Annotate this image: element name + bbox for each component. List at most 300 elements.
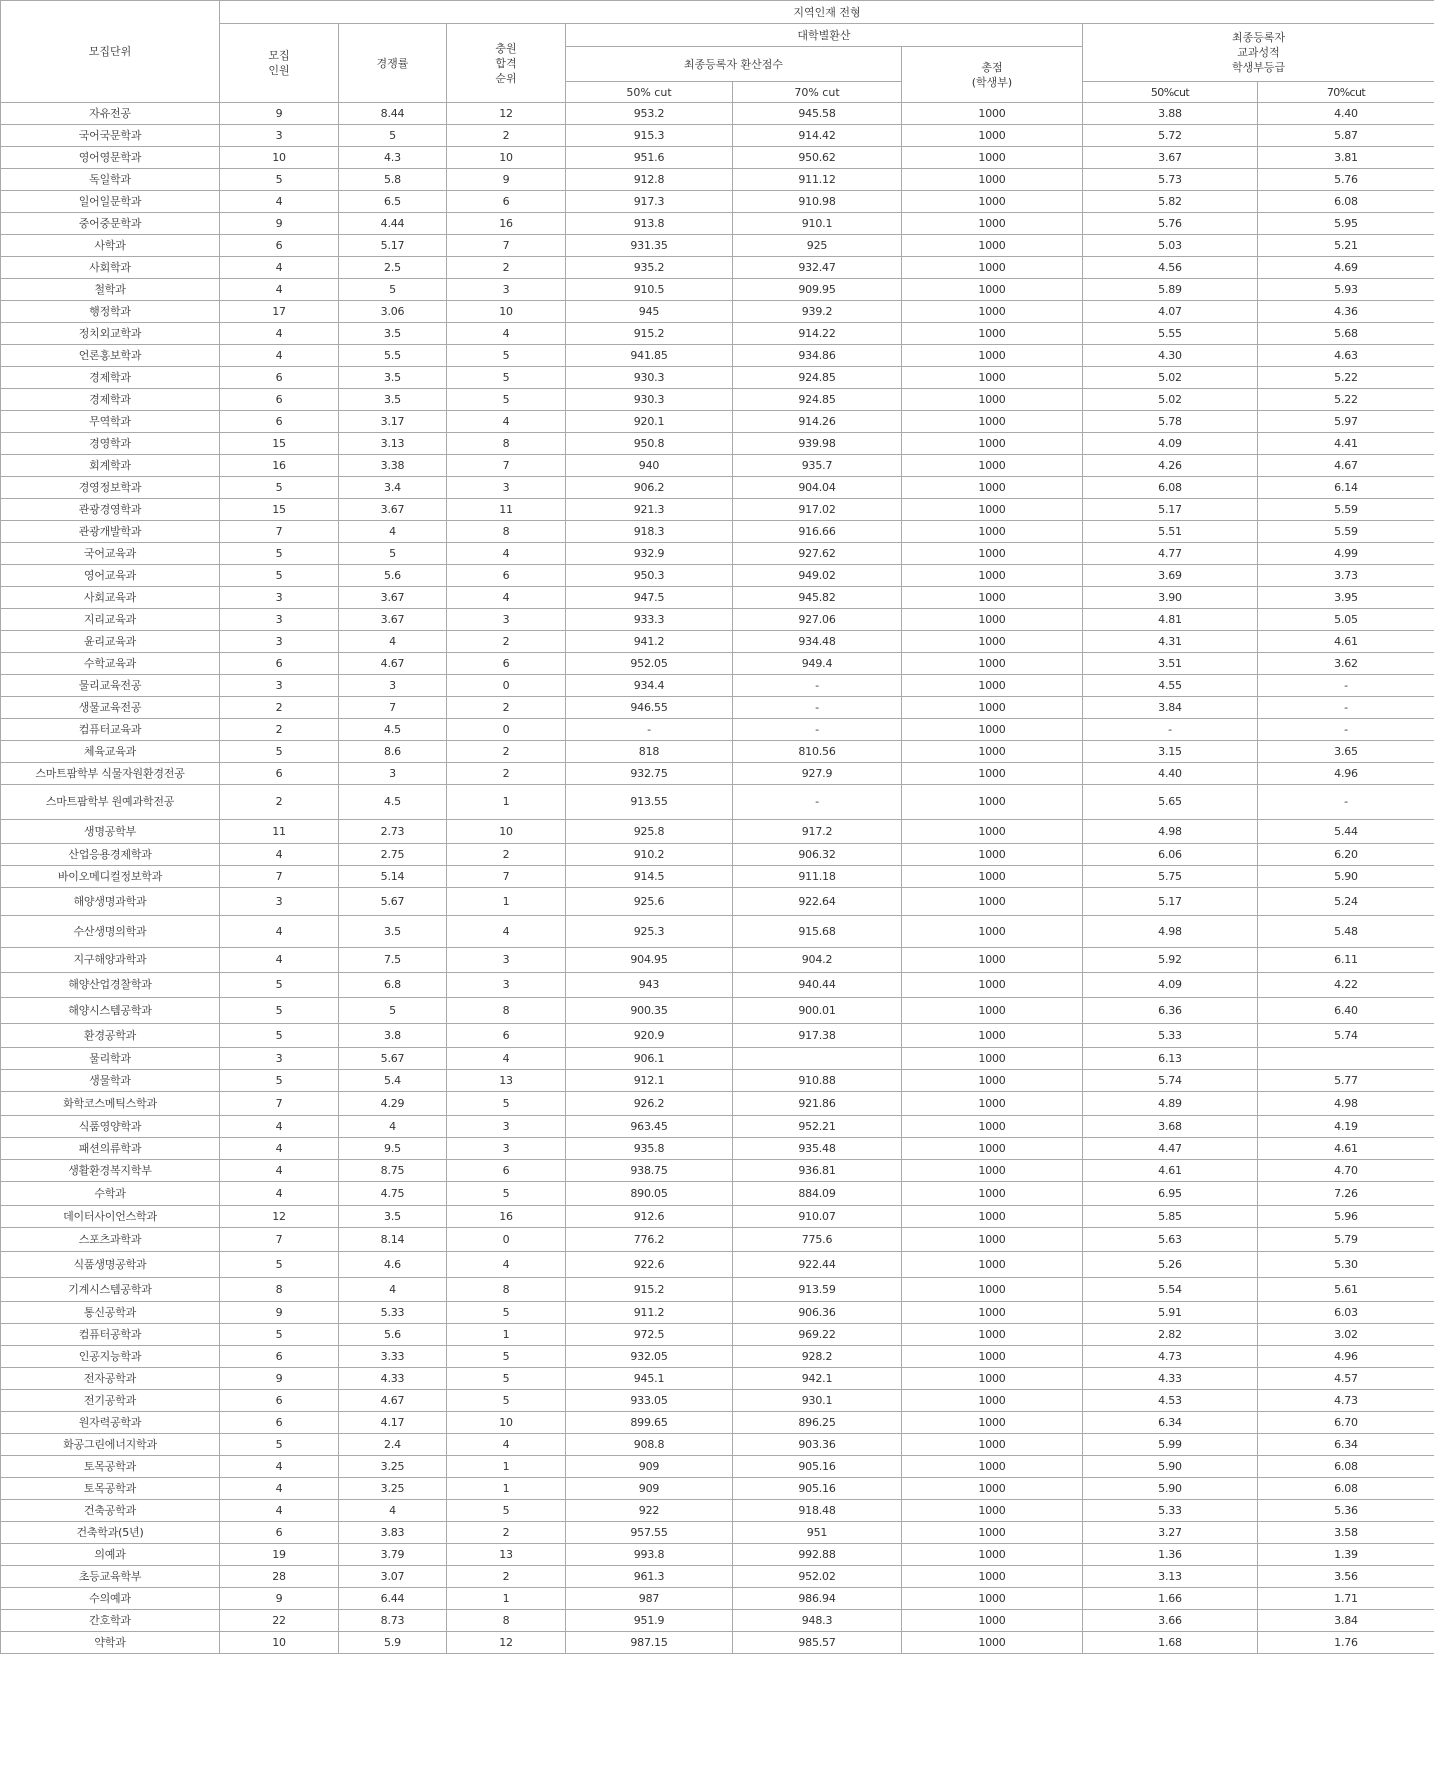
cell-grade50: 4.07 [1083,301,1258,323]
cell-cut50: 921.3 [566,499,733,521]
cell-unit: 관광경영학과 [1,499,220,521]
cell-total: 1000 [902,1160,1083,1182]
cell-waitlist: 8 [447,1278,566,1302]
cell-grade50: 4.89 [1083,1092,1258,1116]
header-unit: 모집단위 [1,1,220,103]
cell-grade70: 5.74 [1258,1024,1434,1048]
cell-grade70: 4.22 [1258,973,1434,998]
table-row [1,1566,1434,1588]
cell-waitlist: 0 [447,719,566,741]
table-row [1,844,1434,866]
cell-grade70: 5.93 [1258,279,1434,301]
cell-unit: 경영정보학과 [1,477,220,499]
table-row [1,609,1434,631]
table-row [1,455,1434,477]
cell-cut50: 920.9 [566,1024,733,1048]
table-row [1,301,1434,323]
cell-competition: 4.3 [339,147,447,169]
cell-cut70: 916.66 [733,521,902,543]
cell-grade70: 6.20 [1258,844,1434,866]
cell-waitlist: 3 [447,1138,566,1160]
cell-quota: 4 [220,1478,339,1500]
cell-cut70: 945.58 [733,103,902,125]
cell-quota: 4 [220,1500,339,1522]
cell-total: 1000 [902,1588,1083,1610]
cell-grade70: 1.76 [1258,1632,1434,1654]
cell-competition: 5.67 [339,888,447,916]
cell-total: 1000 [902,1278,1083,1302]
cell-cut50: 987.15 [566,1632,733,1654]
cell-grade50: 1.66 [1083,1588,1258,1610]
cell-unit: 생명공학부 [1,820,220,844]
cell-grade70: 5.79 [1258,1228,1434,1252]
cell-grade50: 3.51 [1083,653,1258,675]
table-row [1,866,1434,888]
cell-cut50: 908.8 [566,1434,733,1456]
cell-grade70: 5.61 [1258,1278,1434,1302]
cell-cut70: 992.88 [733,1544,902,1566]
cell-unit: 회계학과 [1,455,220,477]
table-row [1,125,1434,147]
cell-quota: 6 [220,235,339,257]
cell-quota: 4 [220,1456,339,1478]
cell-cut70: 775.6 [733,1228,902,1252]
cell-cut70: 911.18 [733,866,902,888]
cell-competition: 5 [339,125,447,147]
cell-competition: 4.67 [339,1390,447,1412]
table-row [1,1434,1434,1456]
cell-grade70: 5.95 [1258,213,1434,235]
cell-cut50: 931.35 [566,235,733,257]
cell-quota: 5 [220,543,339,565]
cell-grade50: 5.33 [1083,1500,1258,1522]
cell-total: 1000 [902,973,1083,998]
cell-waitlist: 7 [447,455,566,477]
cell-total: 1000 [902,433,1083,455]
cell-grade50: 4.53 [1083,1390,1258,1412]
cell-cut50: 963.45 [566,1116,733,1138]
cell-cut50: 915.2 [566,1278,733,1302]
cell-grade50: 5.72 [1083,125,1258,147]
table-row [1,1278,1434,1302]
cell-waitlist: 5 [447,389,566,411]
cell-waitlist: 8 [447,521,566,543]
cell-total: 1000 [902,1544,1083,1566]
cell-total: 1000 [902,609,1083,631]
cell-unit: 생활환경복지학부 [1,1160,220,1182]
table-row [1,675,1434,697]
cell-waitlist: 7 [447,866,566,888]
cell-quota: 2 [220,719,339,741]
cell-total: 1000 [902,301,1083,323]
cell-total: 1000 [902,587,1083,609]
cell-cut70: 917.02 [733,499,902,521]
table-row [1,433,1434,455]
cell-unit: 경영학과 [1,433,220,455]
cell-grade50: 5.82 [1083,191,1258,213]
cell-cut70: 921.86 [733,1092,902,1116]
cell-competition: 8.73 [339,1610,447,1632]
cell-cut70: 905.16 [733,1456,902,1478]
cell-grade70: 5.76 [1258,169,1434,191]
header-competition: 경쟁률 [339,24,447,103]
table-row [1,1610,1434,1632]
cell-cut50: 818 [566,741,733,763]
table-row [1,741,1434,763]
cell-competition: 3.83 [339,1522,447,1544]
cell-grade50: 5.91 [1083,1302,1258,1324]
cell-grade50: 5.65 [1083,785,1258,820]
table-row [1,998,1434,1024]
cell-grade50: 5.92 [1083,948,1258,973]
cell-cut50: 932.75 [566,763,733,785]
cell-grade70: 3.73 [1258,565,1434,587]
cell-quota: 4 [220,345,339,367]
cell-unit: 인공지능학과 [1,1346,220,1368]
table-row [1,411,1434,433]
cell-waitlist: 1 [447,1588,566,1610]
cell-quota: 10 [220,1632,339,1654]
table-row [1,1206,1434,1228]
cell-total: 1000 [902,1412,1083,1434]
cell-cut70: 914.22 [733,323,902,345]
cell-cut50: 938.75 [566,1160,733,1182]
cell-cut70: 927.62 [733,543,902,565]
cell-waitlist: 5 [447,1182,566,1206]
cell-cut70: 903.36 [733,1434,902,1456]
cell-unit: 화학코스메틱스학과 [1,1092,220,1116]
cell-grade50: 5.17 [1083,499,1258,521]
cell-unit: 경제학과 [1,389,220,411]
cell-cut70: 935.48 [733,1138,902,1160]
cell-cut50: 909 [566,1478,733,1500]
cell-competition: 4.75 [339,1182,447,1206]
table-row [1,697,1434,719]
cell-cut50: 957.55 [566,1522,733,1544]
cell-cut50: 926.2 [566,1092,733,1116]
cell-waitlist: 0 [447,1228,566,1252]
header-waitlist: 충원 합격 순위 [447,24,566,103]
cell-competition: 3.5 [339,367,447,389]
cell-waitlist: 6 [447,1024,566,1048]
cell-grade50: 4.73 [1083,1346,1258,1368]
cell-total: 1000 [902,820,1083,844]
cell-cut50: 912.8 [566,169,733,191]
cell-cut70: 952.21 [733,1116,902,1138]
cell-cut50: 952.05 [566,653,733,675]
cell-cut70: 985.57 [733,1632,902,1654]
cell-grade50: 2.82 [1083,1324,1258,1346]
header-total: 총점 (학생부) [902,47,1083,103]
cell-grade70: 6.08 [1258,191,1434,213]
cell-total: 1000 [902,191,1083,213]
cell-grade50: 3.66 [1083,1610,1258,1632]
cell-waitlist: 2 [447,125,566,147]
cell-cut70: 949.02 [733,565,902,587]
cell-competition: 3.5 [339,323,447,345]
cell-grade70: 5.90 [1258,866,1434,888]
cell-waitlist: 5 [447,1500,566,1522]
cell-cut50: 950.8 [566,433,733,455]
cell-quota: 15 [220,499,339,521]
cell-competition: 6.8 [339,973,447,998]
cell-cut70: 904.04 [733,477,902,499]
cell-grade70: - [1258,719,1434,741]
cell-quota: 7 [220,521,339,543]
cell-total: 1000 [902,1252,1083,1278]
cell-competition: 3.4 [339,477,447,499]
cell-cut50: 913.55 [566,785,733,820]
cell-waitlist: 16 [447,213,566,235]
cell-total: 1000 [902,741,1083,763]
cell-unit: 스마트팜학부 식물자원환경전공 [1,763,220,785]
cell-cut70: 940.44 [733,973,902,998]
cell-grade70: 4.61 [1258,631,1434,653]
cell-competition: 3 [339,675,447,697]
table-row [1,477,1434,499]
cell-cut70: - [733,785,902,820]
cell-total: 1000 [902,1346,1083,1368]
cell-waitlist: 6 [447,653,566,675]
cell-waitlist: 11 [447,499,566,521]
cell-grade50: 5.17 [1083,888,1258,916]
cell-waitlist: 4 [447,411,566,433]
cell-grade50: 5.75 [1083,866,1258,888]
cell-cut70: - [733,697,902,719]
cell-grade50: 5.51 [1083,521,1258,543]
cell-waitlist: 2 [447,1566,566,1588]
cell-competition: 3.25 [339,1478,447,1500]
cell-cut50: 899.65 [566,1412,733,1434]
cell-cut50: 951.6 [566,147,733,169]
cell-quota: 5 [220,1070,339,1092]
cell-unit: 해양산업경찰학과 [1,973,220,998]
cell-waitlist: 3 [447,1116,566,1138]
cell-competition: 3.38 [339,455,447,477]
cell-grade70: - [1258,675,1434,697]
cell-cut50: 915.2 [566,323,733,345]
cell-grade50: 5.02 [1083,367,1258,389]
cell-competition: 5.4 [339,1070,447,1092]
cell-competition: 8.14 [339,1228,447,1252]
cell-cut50: 933.05 [566,1390,733,1412]
cell-total: 1000 [902,1390,1083,1412]
cell-unit: 원자력공학과 [1,1412,220,1434]
cell-quota: 5 [220,1252,339,1278]
cell-grade70: 3.62 [1258,653,1434,675]
cell-unit: 체육교육과 [1,741,220,763]
cell-unit: 수의예과 [1,1588,220,1610]
cell-competition: 4.6 [339,1252,447,1278]
cell-grade70: 3.65 [1258,741,1434,763]
cell-competition: 8.75 [339,1160,447,1182]
cell-cut70: 934.86 [733,345,902,367]
cell-unit: 지구해양과학과 [1,948,220,973]
cell-grade50: 5.90 [1083,1456,1258,1478]
cell-quota: 4 [220,257,339,279]
cell-waitlist: 1 [447,888,566,916]
cell-competition: 5.5 [339,345,447,367]
cell-quota: 9 [220,1368,339,1390]
cell-competition: 2.75 [339,844,447,866]
cell-quota: 10 [220,147,339,169]
cell-unit: 국어교육과 [1,543,220,565]
cell-competition: 7 [339,697,447,719]
cell-unit: 수학교육과 [1,653,220,675]
cell-quota: 5 [220,1434,339,1456]
cell-grade50: 3.13 [1083,1566,1258,1588]
cell-cut70: - [733,675,902,697]
cell-competition: 3.17 [339,411,447,433]
cell-quota: 6 [220,389,339,411]
cell-grade70: 4.96 [1258,763,1434,785]
cell-grade70: 4.69 [1258,257,1434,279]
cell-grade50: 5.33 [1083,1024,1258,1048]
cell-waitlist: 5 [447,1390,566,1412]
cell-cut70: 896.25 [733,1412,902,1434]
cell-grade50: 3.88 [1083,103,1258,125]
cell-quota: 4 [220,1160,339,1182]
cell-competition: 5.33 [339,1302,447,1324]
cell-unit: 건축공학과 [1,1500,220,1522]
cell-grade50: 3.15 [1083,741,1258,763]
cell-cut70: 942.1 [733,1368,902,1390]
cell-total: 1000 [902,235,1083,257]
cell-cut50: 922 [566,1500,733,1522]
table-row [1,653,1434,675]
table-row [1,1160,1434,1182]
cell-cut70: 924.85 [733,389,902,411]
cell-competition: 5.17 [339,235,447,257]
cell-grade50: 4.30 [1083,345,1258,367]
cell-quota: 3 [220,888,339,916]
table-row [1,1070,1434,1092]
cell-cut50: 913.8 [566,213,733,235]
cell-grade70: 4.70 [1258,1160,1434,1182]
cell-quota: 6 [220,1390,339,1412]
cell-waitlist: 4 [447,1048,566,1070]
cell-waitlist: 5 [447,1302,566,1324]
table-row [1,1500,1434,1522]
table-row [1,763,1434,785]
cell-total: 1000 [902,1206,1083,1228]
cell-grade70: 4.61 [1258,1138,1434,1160]
cell-quota: 7 [220,866,339,888]
table-row [1,1324,1434,1346]
cell-total: 1000 [902,675,1083,697]
cell-cut50: 940 [566,455,733,477]
table-row [1,235,1434,257]
cell-grade50: 4.31 [1083,631,1258,653]
cell-unit: 데이터사이언스학과 [1,1206,220,1228]
cell-unit: 전기공학과 [1,1390,220,1412]
cell-unit: 수산생명의학과 [1,916,220,948]
cell-waitlist: 3 [447,279,566,301]
cell-total: 1000 [902,521,1083,543]
table-row [1,1478,1434,1500]
table-row [1,367,1434,389]
cell-unit: 토목공학과 [1,1478,220,1500]
cell-grade70: 5.44 [1258,820,1434,844]
cell-grade70: 3.84 [1258,1610,1434,1632]
cell-total: 1000 [902,1456,1083,1478]
cell-grade50: 4.81 [1083,609,1258,631]
cell-unit: 경제학과 [1,367,220,389]
cell-grade70: 4.40 [1258,103,1434,125]
cell-cut50: 925.8 [566,820,733,844]
cell-cut50: 914.5 [566,866,733,888]
cell-grade50: 3.84 [1083,697,1258,719]
cell-competition: 3.79 [339,1544,447,1566]
cell-waitlist: 8 [447,433,566,455]
cell-unit: 약학과 [1,1632,220,1654]
cell-total: 1000 [902,477,1083,499]
cell-quota: 28 [220,1566,339,1588]
header-conv-score: 최종등록자 환산점수 [566,47,902,82]
cell-grade50: 5.02 [1083,389,1258,411]
cell-waitlist: 3 [447,609,566,631]
cell-cut50: 946.55 [566,697,733,719]
table-row [1,948,1434,973]
cell-cut50: 909 [566,1456,733,1478]
cell-grade50: 5.73 [1083,169,1258,191]
cell-total: 1000 [902,866,1083,888]
cell-grade70: 3.02 [1258,1324,1434,1346]
cell-cut50: 935.2 [566,257,733,279]
table-row [1,1544,1434,1566]
cell-competition: 2.73 [339,820,447,844]
table-row [1,587,1434,609]
cell-total: 1000 [902,1610,1083,1632]
cell-quota: 4 [220,323,339,345]
cell-grade50: 3.27 [1083,1522,1258,1544]
table-row [1,1632,1434,1654]
cell-grade70: 7.26 [1258,1182,1434,1206]
cell-waitlist: 3 [447,973,566,998]
cell-cut50: 972.5 [566,1324,733,1346]
cell-competition: 3.06 [339,301,447,323]
cell-competition: 4 [339,1116,447,1138]
cell-quota: 3 [220,609,339,631]
cell-unit: 기계시스템공학과 [1,1278,220,1302]
cell-cut70: 910.07 [733,1206,902,1228]
cell-grade70: 6.03 [1258,1302,1434,1324]
cell-cut70: 939.98 [733,433,902,455]
cell-total: 1000 [902,1024,1083,1048]
cell-grade70: 4.36 [1258,301,1434,323]
table-row [1,565,1434,587]
cell-competition: 3.5 [339,389,447,411]
cell-waitlist: 2 [447,631,566,653]
cell-waitlist: 4 [447,916,566,948]
cell-unit: 컴퓨터공학과 [1,1324,220,1346]
cell-grade50: 4.77 [1083,543,1258,565]
cell-quota: 3 [220,1048,339,1070]
cell-cut50: 932.05 [566,1346,733,1368]
cell-quota: 5 [220,1024,339,1048]
cell-total: 1000 [902,1522,1083,1544]
cell-grade50: 5.89 [1083,279,1258,301]
cell-total: 1000 [902,1632,1083,1654]
cell-unit: 스마트팜학부 원예과학전공 [1,785,220,820]
cell-cut70: 884.09 [733,1182,902,1206]
cell-waitlist: 10 [447,301,566,323]
cell-grade70: - [1258,697,1434,719]
cell-grade70: 6.40 [1258,998,1434,1024]
cell-grade50: 4.98 [1083,916,1258,948]
cell-grade70: 5.96 [1258,1206,1434,1228]
cell-competition: 7.5 [339,948,447,973]
